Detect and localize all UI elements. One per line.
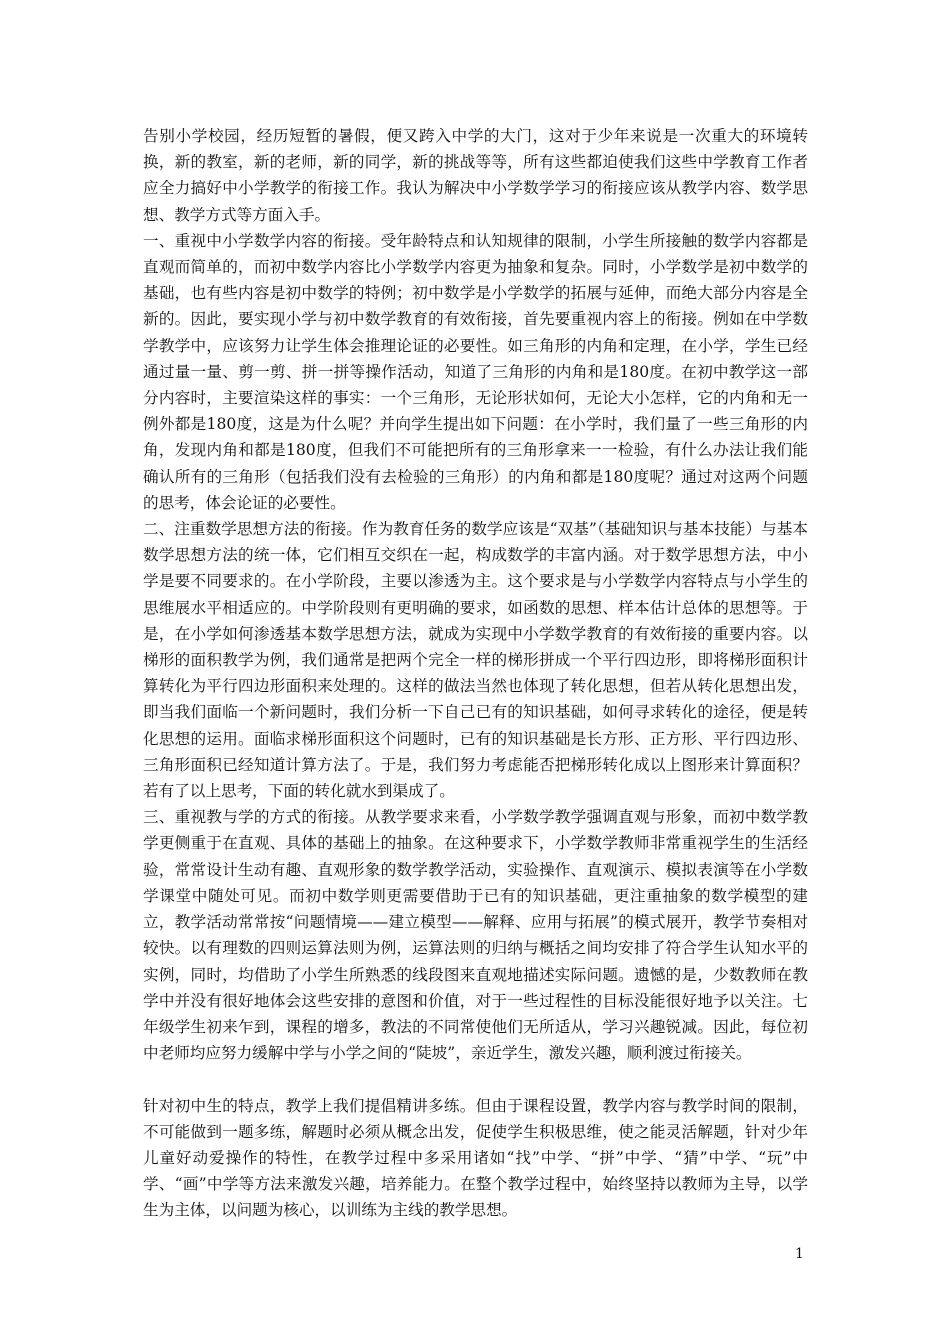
section-three-paragraph: 三、重视教与学的方式的衔接。从教学要求来看，小学数学教学强调直观与形象，而初中数学教学更侧重于在直观、具体的基础上的抽象。在这种要求下，小学数学教师非常重视学生的生活经验，常常设计生动有趣、直观形象的数学教学活动，实验操作、直观演示、模拟表演等在小学数学课堂中随处可见。而初中数学则更需要借助于已有的知识基础，更注重抽象的数学模型的建立，教学活动常常按“问题情境——建立模型——解释、应用与拓展”的模式展开，教学节奏相对较快。以有理数的四则运算法则为例，运算法则的归纳与概括之间均安排了符合学生认知水平的实例，同时，均借助了小学生所熟悉的线段图来直观地描述实际问题。遗憾的是，少数教师在教学中并没有很好地体会这些安排的意图和价值，对于一些过程性的目标没能很好地予以关注。七年级学生初来乍到，课程的增多，教法的不同常使他们无所适从，学习兴趣锐减。因此，每位初中老师均应努力缓解中学与小学之间的“陡坡”，亲近学生，激发兴趣，顺利渡过衔接关。 xyxy=(143,808,808,1063)
section-one-paragraph: 一、重视中小学数学内容的衔接。受年龄特点和认知规律的限制，小学生所接触的数学内容都是直观而简单的，而初中数学内容比小学数学内容更为抽象和复杂。同时，小学数学是初中数学的基础，也有些内容是初中数学的特例；初中数学是小学数学的拓展与延伸，而绝大部分内容是全新的。因此，要实现小学与初中数学教育的有效衔接，首先要重视内容上的衔接。例如在中学数学教学中，应该努力让学生体会推理论证的必要性。如三角形的内角和定理，在小学，学生已经通过量一量、剪一剪、拼一拼等操作活动，知道了三角形的内角和是180度。在初中教学这一部分内容时，主要渲染这样的事实：一个三角形，无论形状如何，无论大小怎样，它的内角和无一例外都是180度，这是为什么呢？并向学生提出如下问题：在小学时，我们量了一些三角形的内角，发现内角和都是180度，但我们不可能把所有的三角形拿来一一检验，有什么办法让我们能确认所有的三角形（包括我们没有去检验的三角形）的内角和都是180度呢？通过对这两个问题的思考，体会论证的必要性。 xyxy=(143,231,808,512)
page-number: 1 xyxy=(795,1246,804,1262)
closing-paragraph: 针对初中生的特点，教学上我们提倡精讲多练。但由于课程设置，教学内容与教学时间的限制，不可能做到一题多练，解题时必须从概念出发，促使学生积极思维，使之能灵活解题，针对少年儿童好动爱操作的特性，在教学过程中多采用诸如“找”中学、“拼”中学、“猜”中学、“玩”中学、“画”中学等方法来激发兴趣，培养能力。在整个教学过程中，始终坚持以教师为主导，以学生为主体，以问题为核心，以训练为主线的教学思想。 xyxy=(143,1096,808,1220)
paragraph-gap xyxy=(143,1066,808,1092)
document-body xyxy=(143,123,808,1224)
section-two-paragraph: 二、注重数学思想方法的衔接。作为教育任务的数学应该是“双基”（基础知识与基本技能）与基本数学思想方法的统一体，它们相互交织在一起，构成数学的丰富内涵。对于数学思想方法，中小学是要不同要求的。在小学阶段，主要以渗透为主。这个要求是与小学数学内容特点与小学生的思维展水平相适应的。中学阶段则有更明确的要求，如函数的思想、样本估计总体的思想等。于是，在小学如何渗透基本数学思想方法，就成为实现中小学数学教育的有效衔接的重要内容。以梯形的面积教学为例，我们通常是把两个完全一样的梯形拼成一个平行四边形，即将梯形面积计算转化为平行四边形面积来处理的。这样的做法当然也体现了转化思想，但若从转化思想出发，即当我们面临一个新问题时，我们分析一下自己已有的知识基础，如何寻求转化的途径，便是转化思想的运用。面临求梯形面积这个问题时，已有的知识基础是长方形、正方形、平行四边形、三角形面积已经知道计算方法了。于是，我们努力考虑能否把梯形转化成以上图形来计算面积？若有了以上思考，下面的转化就水到渠成了。 xyxy=(143,520,808,801)
intro-paragraph: 告别小学校园，经历短暂的暑假，便又跨入中学的大门，这对于少年来说是一次重大的环境转换，新的教室，新的老师，新的同学，新的挑战等等，所有这些都迫使我们这些中学教育工作者应全力搞好中小学教学的衔接工作。我认为解决中小学数学学习的衔接应该从教学内容、数学思想、教学方式等方面入手。 xyxy=(143,127,808,224)
